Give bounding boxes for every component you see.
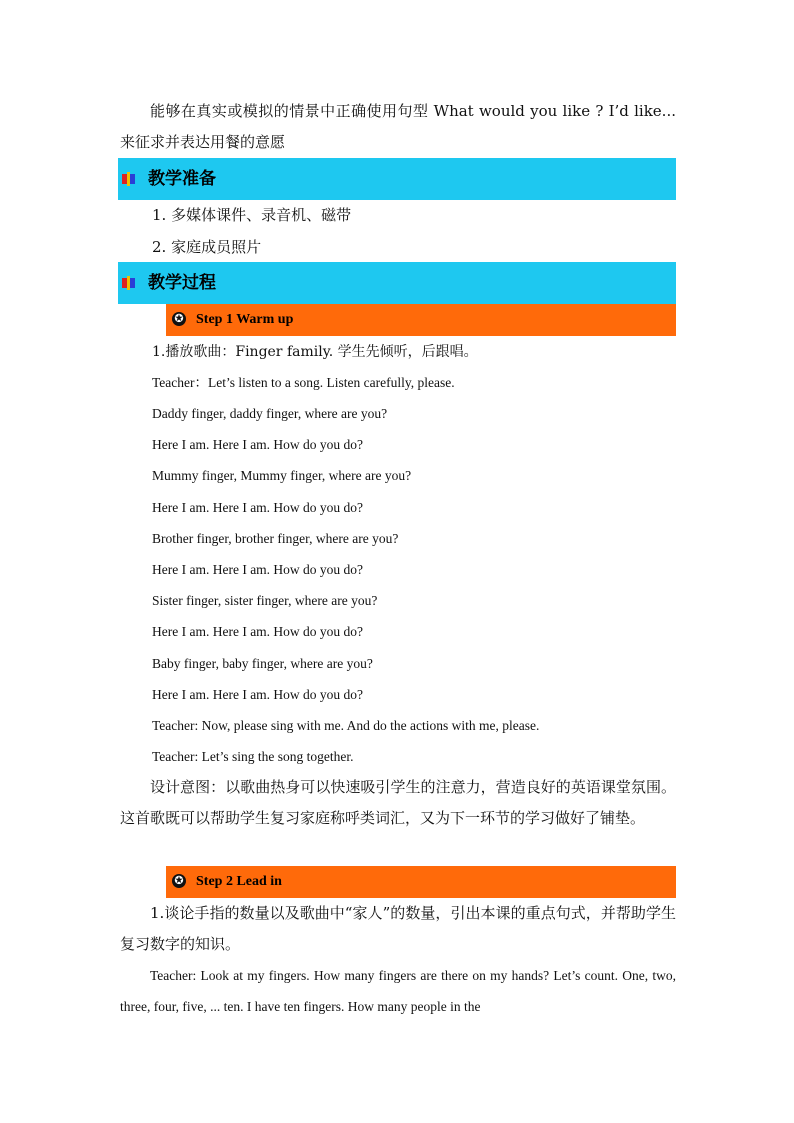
step-header-2 [166,866,676,898]
step-title-1: Step 1 Warm up [196,312,294,327]
song-line: Here I am. Here I am. How do you do? [152,624,364,639]
objective-paragraph: 能够在真实或模拟的情景中正确使用句型 What would you like ? I’d like... 来征求并表达用餐的意愿 [120,102,676,151]
section-header-process [118,262,676,304]
song-line: Brother finger, brother finger, where are you? [152,531,399,546]
book-icon [122,172,136,186]
step1-intro: 1.播放歌曲：Finger family. 学生先倾听，后跟唱。 [152,344,478,360]
song-line: Mummy finger, Mummy finger, where are you? [152,468,412,483]
song-line: Baby finger, baby finger, where are you? [152,656,373,671]
prep-item-2: 2. 家庭成员照片 [152,238,262,256]
star-icon: ✪ [172,874,186,888]
step-header-1 [166,304,676,336]
prep-item-1: 1. 多媒体课件、录音机、磁带 [152,206,352,224]
section-title-process: 教学过程 [148,273,216,293]
song-line: Here I am. Here I am. How do you do? [152,437,364,452]
section-title-prep: 教学准备 [148,169,216,189]
song-line: Daddy finger, daddy finger, where are you? [152,406,388,421]
song-line: Here I am. Here I am. How do you do? [152,687,364,702]
book-icon [122,276,136,290]
step2-teacher-paragraph: Teacher: Look at my fingers. How many fingers are there on my hands? Let’s count. One, two, three, four, five, ... ten. I have ten fingers. How many people in the [120,968,676,1014]
star-icon: ✪ [172,312,186,326]
song-line: Teacher：Let’s listen to a song. Listen carefully, please. [152,375,455,390]
step-title-2: Step 2 Lead in [196,874,282,889]
song-line: Sister finger, sister finger, where are you? [152,593,378,608]
step2-intro: 1.谈论手指的数量以及歌曲中“家人”的数量，引出本课的重点句式，并帮助学生复习数字的知识。 [120,904,676,953]
design-intent-paragraph: 设计意图：以歌曲热身可以快速吸引学生的注意力，营造良好的英语课堂氛围。这首歌既可以帮助学生复习家庭称呼类词汇，又为下一环节的学习做好了铺垫。 [120,778,676,827]
song-line: Teacher: Let’s sing the song together. [152,749,354,764]
song-line: Teacher: Now, please sing with me. And do the actions with me, please. [152,718,540,733]
song-line: Here I am. Here I am. How do you do? [152,500,364,515]
section-header-prep [118,158,676,200]
song-line: Here I am. Here I am. How do you do? [152,562,364,577]
